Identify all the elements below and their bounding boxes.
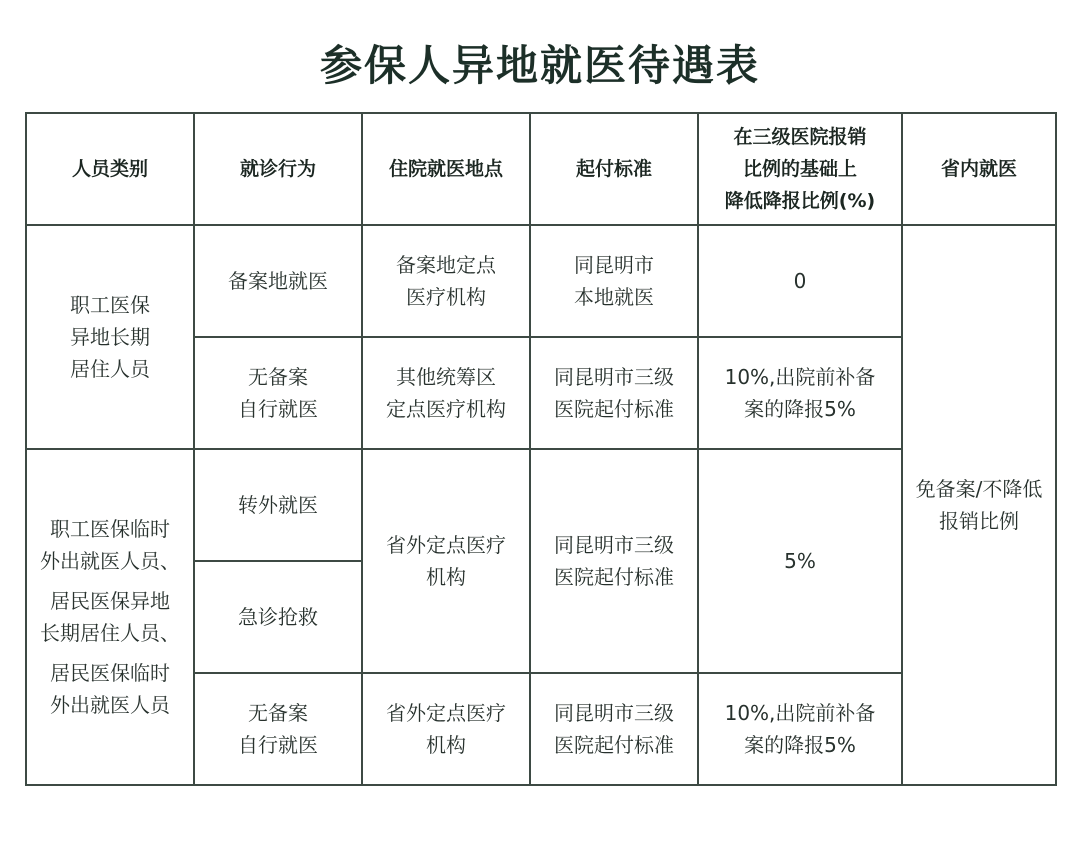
reduction-line: 10%,出院前补备 bbox=[724, 701, 876, 725]
in-province-line: 报销比例 bbox=[939, 509, 1019, 533]
location-cell bbox=[362, 337, 530, 449]
behavior-cell bbox=[194, 673, 362, 785]
threshold-cell bbox=[530, 337, 698, 449]
behavior-line: 自行就医 bbox=[238, 733, 318, 757]
threshold-cell bbox=[530, 225, 698, 337]
category-line: 外出就医人员、 bbox=[40, 549, 180, 573]
reduction-cell bbox=[698, 673, 902, 785]
category-line: 职工医保临时 bbox=[50, 517, 170, 541]
location-line: 医疗机构 bbox=[406, 285, 486, 309]
header-reduction-line: 降低降报比例(%) bbox=[724, 190, 876, 212]
category-line: 职工医保 bbox=[70, 293, 150, 317]
in-province-line: 免备案/不降低 bbox=[915, 477, 1043, 501]
category-line: 长期居住人员、 bbox=[40, 621, 180, 645]
location-line: 机构 bbox=[426, 565, 466, 589]
header-threshold: 起付标准 bbox=[530, 113, 698, 225]
location-line: 机构 bbox=[426, 733, 466, 757]
behavior-cell bbox=[194, 225, 362, 337]
header-reduction bbox=[698, 113, 902, 225]
location-line: 备案地定点 bbox=[396, 253, 496, 277]
reduction-cell-merged: 5% bbox=[698, 449, 902, 673]
location-line: 其他统筹区 bbox=[396, 365, 496, 389]
behavior-line: 转外就医 bbox=[238, 493, 318, 517]
location-cell bbox=[362, 225, 530, 337]
location-line: 定点医疗机构 bbox=[386, 397, 506, 421]
header-behavior: 就诊行为 bbox=[194, 113, 362, 225]
header-in-province: 省内就医 bbox=[902, 113, 1056, 225]
threshold-cell-merged bbox=[530, 449, 698, 673]
behavior-line: 备案地就医 bbox=[228, 269, 328, 293]
header-reduction-line: 在三级医院报销 bbox=[733, 126, 867, 148]
category-paragraph bbox=[33, 585, 187, 649]
reduction-line: 案的降报5% bbox=[744, 733, 856, 757]
behavior-cell bbox=[194, 561, 362, 673]
category-paragraph bbox=[33, 513, 187, 577]
reduction-line: 0 bbox=[793, 269, 807, 293]
behavior-line: 自行就医 bbox=[238, 397, 318, 421]
behavior-cell bbox=[194, 337, 362, 449]
threshold-line: 本地就医 bbox=[574, 285, 654, 309]
threshold-line: 同昆明市三级 bbox=[554, 365, 674, 389]
threshold-line: 同昆明市三级 bbox=[554, 533, 674, 557]
threshold-line: 医院起付标准 bbox=[554, 397, 674, 421]
page-title: 参保人异地就医待遇表 bbox=[319, 41, 760, 90]
category-paragraph bbox=[33, 657, 187, 721]
category-cell-temporary-and-resident bbox=[26, 449, 194, 785]
threshold-cell bbox=[530, 673, 698, 785]
behavior-line: 急诊抢救 bbox=[238, 605, 318, 629]
category-cell-employee-longterm bbox=[26, 225, 194, 449]
table-row bbox=[26, 449, 1056, 561]
header-category: 人员类别 bbox=[26, 113, 194, 225]
category-block bbox=[33, 513, 187, 721]
reduction-line: 案的降报5% bbox=[744, 397, 856, 421]
header-reduction-line: 比例的基础上 bbox=[742, 158, 857, 180]
category-line: 居民医保临时 bbox=[50, 661, 170, 685]
reduction-cell bbox=[698, 225, 902, 337]
behavior-line: 无备案 bbox=[248, 365, 308, 389]
threshold-line: 医院起付标准 bbox=[554, 733, 674, 757]
in-province-cell bbox=[902, 225, 1056, 785]
reduction-line: 10%,出院前补备 bbox=[724, 365, 876, 389]
behavior-cell bbox=[194, 449, 362, 561]
threshold-line: 医院起付标准 bbox=[554, 565, 674, 589]
category-line: 居民医保异地 bbox=[50, 589, 170, 613]
reduction-cell bbox=[698, 337, 902, 449]
table-header-row bbox=[26, 113, 1056, 225]
behavior-line: 无备案 bbox=[248, 701, 308, 725]
header-location: 住院就医地点 bbox=[362, 113, 530, 225]
table-row bbox=[26, 225, 1056, 337]
location-line: 省外定点医疗 bbox=[386, 533, 506, 557]
category-line: 外出就医人员 bbox=[50, 693, 170, 717]
location-cell-merged bbox=[362, 449, 530, 673]
location-cell bbox=[362, 673, 530, 785]
threshold-line: 同昆明市三级 bbox=[554, 701, 674, 725]
benefits-table bbox=[25, 112, 1057, 786]
category-line: 居住人员 bbox=[70, 357, 150, 381]
category-line: 异地长期 bbox=[70, 325, 150, 349]
location-line: 省外定点医疗 bbox=[386, 701, 506, 725]
threshold-line: 同昆明市 bbox=[574, 253, 654, 277]
